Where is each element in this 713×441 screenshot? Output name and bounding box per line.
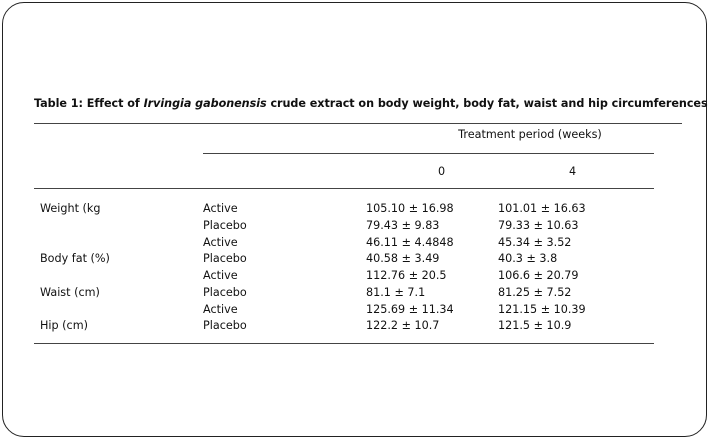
group-cell: Active [203, 202, 238, 215]
top-rule [34, 123, 682, 124]
week-0-value: 122.2 ± 10.7 [366, 319, 440, 333]
bottom-rule [34, 343, 654, 344]
measure-cell: Hip (cm) [40, 319, 88, 333]
week-4-value: 81.25 ± 7.52 [498, 285, 572, 299]
week-0-value: 40.58 ± 3.49 [366, 252, 440, 266]
week-4-header: 4 [569, 165, 577, 178]
treatment-period-header: Treatment period (weeks) [458, 128, 602, 141]
header-bottom-rule [34, 188, 654, 189]
week-4-value: 121.15 ± 10.39 [498, 302, 586, 316]
week-0-value: 81.1 ± 7.1 [366, 285, 426, 299]
measure-cell: Body fat (%) [40, 252, 110, 266]
week-0-value: 112.76 ± 20.5 [366, 269, 447, 282]
page-frame [2, 2, 707, 437]
group-cell: Active [203, 235, 238, 249]
group-cell: Placebo [203, 252, 247, 266]
measure-cell: Waist (cm) [40, 285, 100, 299]
week-4-value: 106.6 ± 20.79 [498, 269, 579, 282]
week-4-value: 45.34 ± 3.52 [498, 235, 572, 249]
group-cell: Active [203, 302, 238, 316]
week-4-value: 79.33 ± 10.63 [498, 218, 579, 232]
week-4-value: 121.5 ± 10.9 [498, 319, 572, 333]
caption-prefix: Table 1: Effect of [34, 97, 144, 110]
week-4-value: 40.3 ± 3.8 [498, 252, 558, 266]
group-cell: Active [203, 269, 238, 282]
week-0-value: 79.43 ± 9.83 [366, 218, 440, 232]
week-0-header: 0 [438, 165, 446, 178]
group-cell: Placebo [203, 285, 247, 299]
week-0-value: 46.11 ± 4.4848 [366, 235, 454, 249]
caption-species: Irvingia gabonensis [143, 97, 267, 110]
table-caption [34, 97, 708, 110]
measure-cell: Weight (kg [40, 202, 101, 215]
header-sub-rule [203, 153, 654, 154]
group-cell: Placebo [203, 218, 247, 232]
week-4-value: 101.01 ± 16.63 [498, 202, 586, 215]
week-0-value: 105.10 ± 16.98 [366, 202, 454, 215]
caption-suffix: crude extract on body weight, body fat, waist and hip circumferences [266, 97, 708, 110]
week-0-value: 125.69 ± 11.34 [366, 302, 454, 316]
group-cell: Placebo [203, 319, 247, 333]
